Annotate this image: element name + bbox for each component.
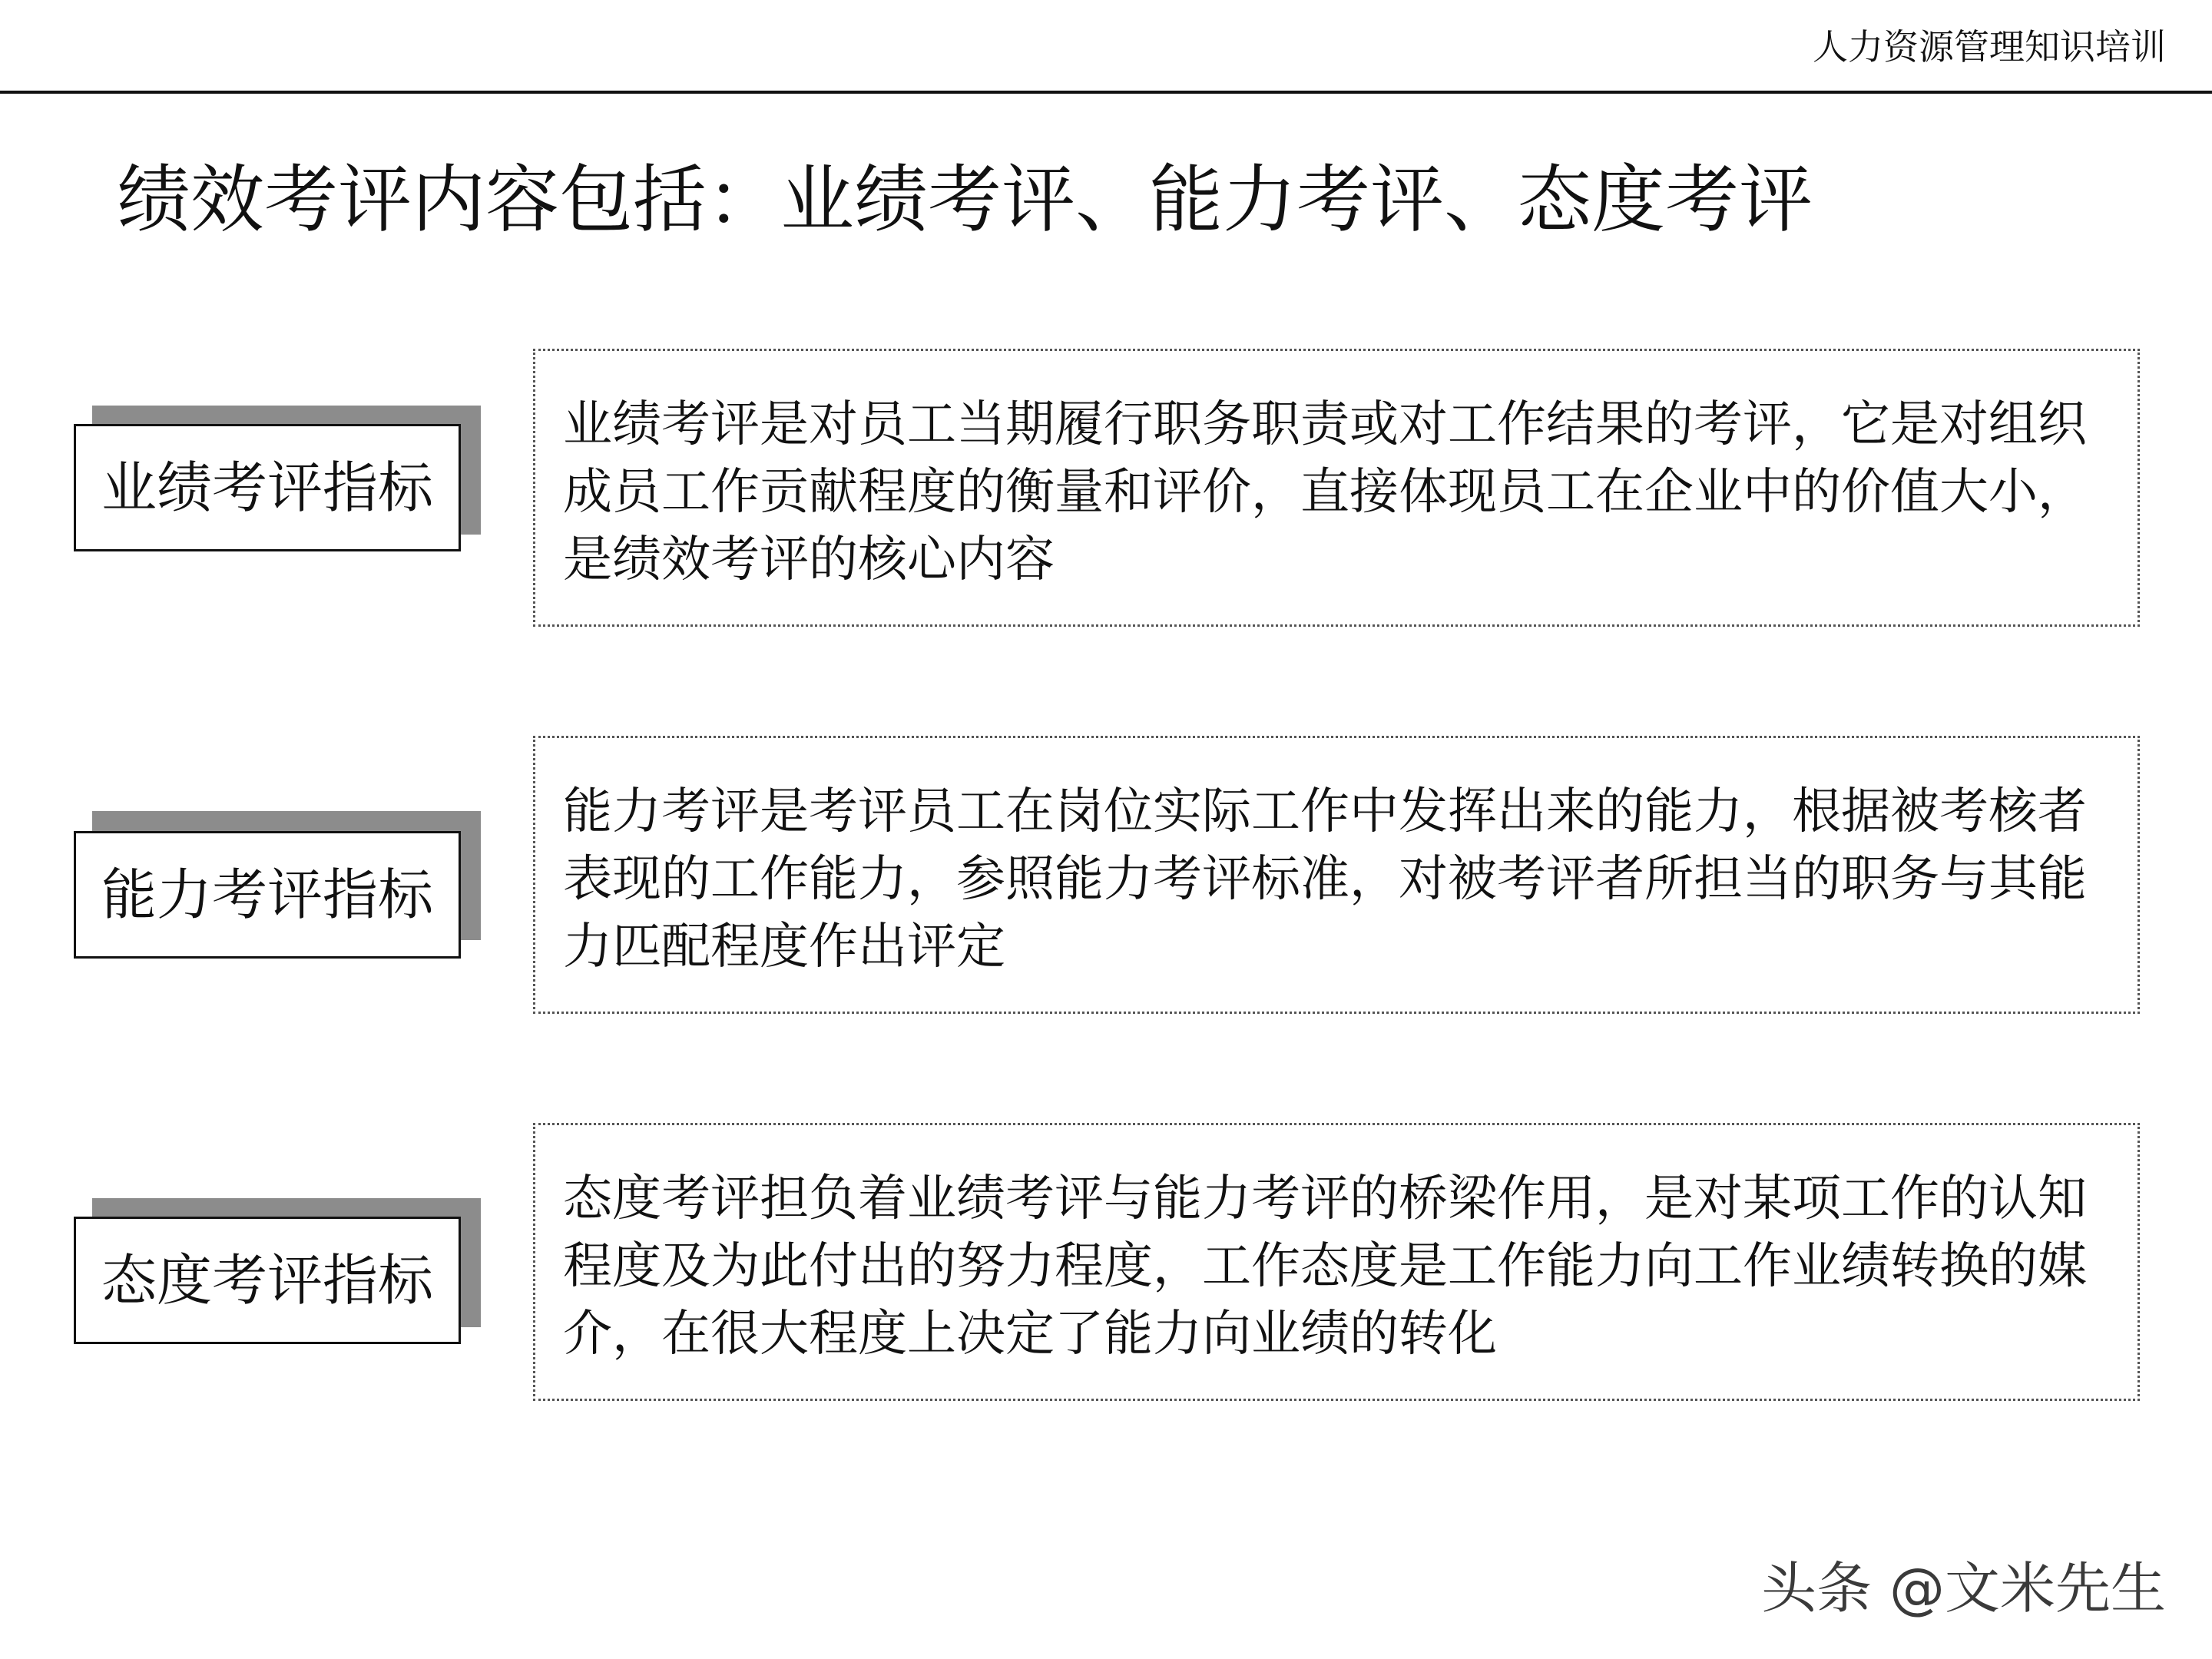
label-text: 态度考评指标 — [101, 1248, 433, 1313]
description-text: 能力考评是考评员工在岗位实际工作中发挥出来的能力，根据被考核者表现的工作能力，参照能力考评标准，对被考评者所担当的职务与其能力匹配程度作出评定 — [563, 783, 2087, 975]
description-box — [533, 1123, 2140, 1401]
header-divider — [0, 91, 2212, 94]
label-box — [74, 424, 461, 551]
description-text: 态度考评担负着业绩考评与能力考评的桥梁作用，是对某项工作的认知程度及为此付出的努力程度，工作态度是工作能力向工作业绩转换的媒介，在很大程度上决定了能力向业绩的转化 — [563, 1171, 2087, 1363]
watermark: 头条 @文米先生 — [1761, 1556, 2166, 1621]
label-text: 能力考评指标 — [101, 863, 433, 927]
slide-title: 绩效考评内容包括：业绩考评、能力考评、态度考评 — [117, 157, 1813, 243]
description-text: 业绩考评是对员工当期履行职务职责或对工作结果的考评，它是对组织成员工作贡献程度的衡量和评价，直接体现员工在企业中的价值大小，是绩效考评的核心内容 — [563, 396, 2087, 588]
label-box — [74, 831, 461, 959]
label-box — [74, 1217, 461, 1344]
label-text: 业绩考评指标 — [101, 455, 433, 520]
description-box — [533, 349, 2140, 627]
description-box — [533, 736, 2140, 1014]
header-title: 人力资源管理知识培训 — [1813, 26, 2166, 68]
